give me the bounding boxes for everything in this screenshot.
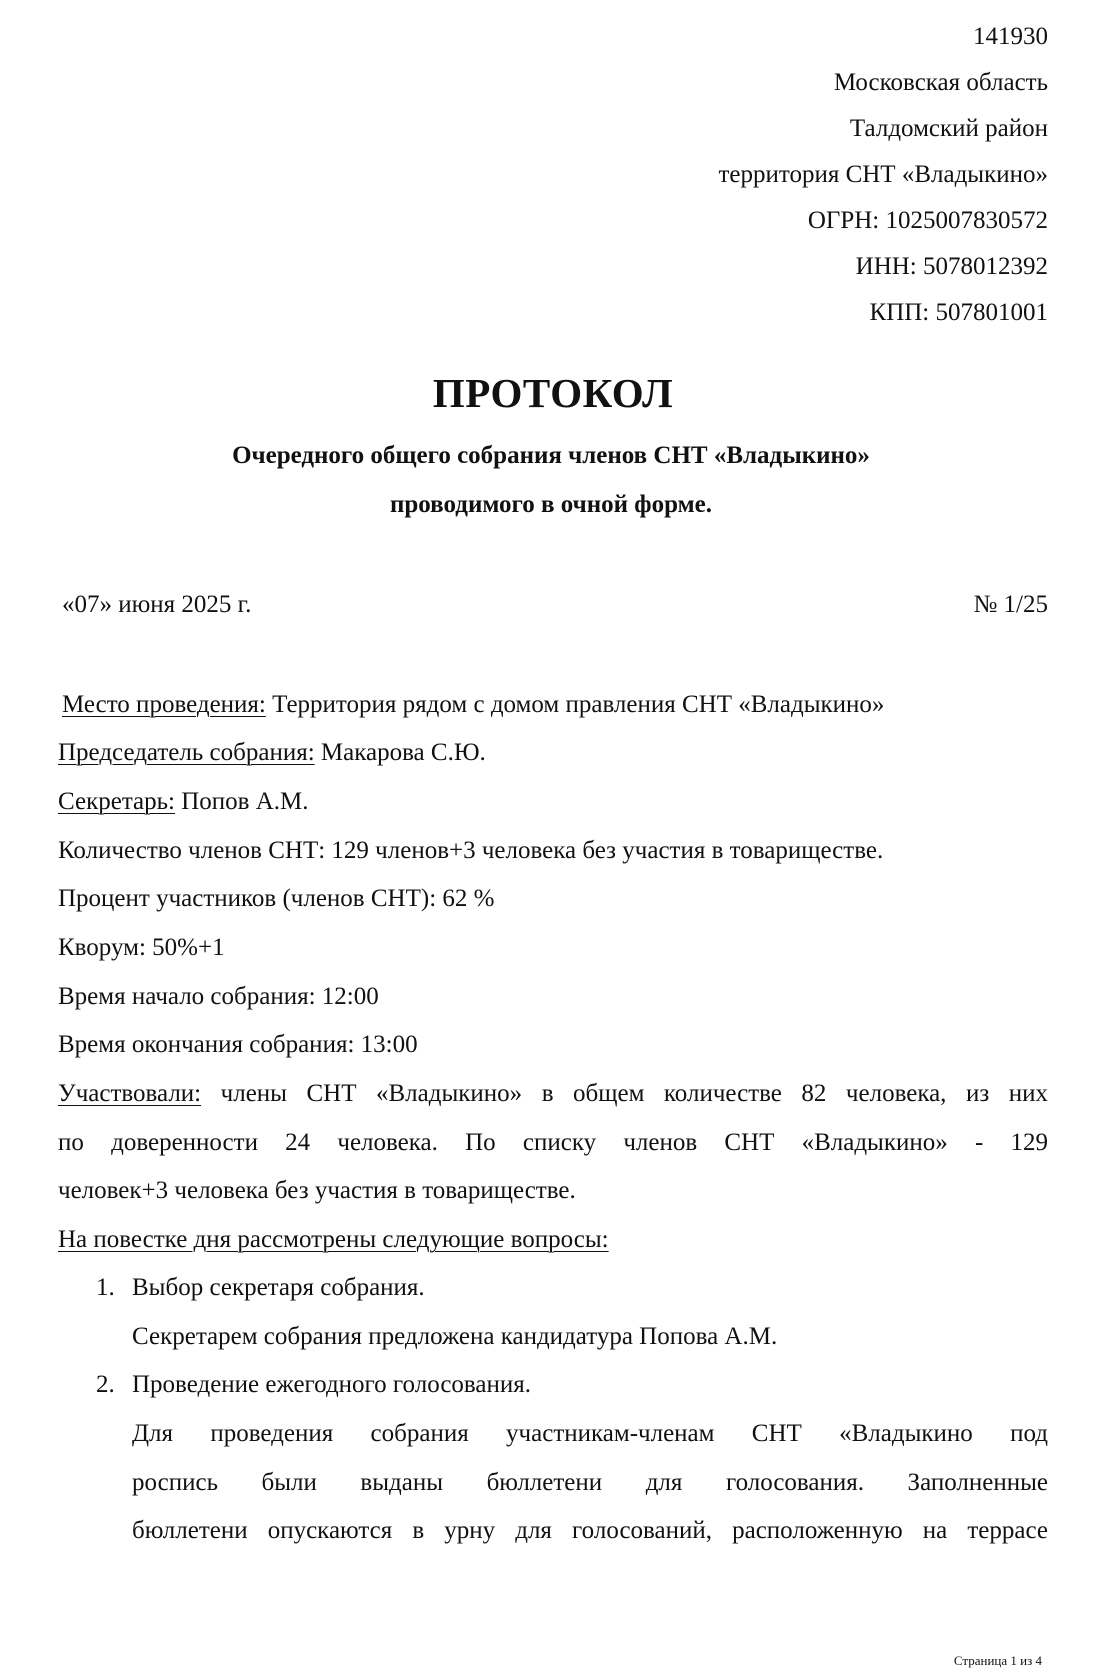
- chair-value: Макарова С.Ю.: [314, 739, 486, 766]
- chair-label: Председатель собрания:: [58, 739, 315, 766]
- agenda-item-2-text-line3: бюллетени опускаются в урну для голосований, расположенную на террасе: [132, 1517, 1048, 1544]
- agenda-label: На повестке дня рассмотрены следующие вопросы:: [58, 1226, 609, 1253]
- participated-line1: [58, 1078, 1048, 1110]
- postal-code: 141930: [973, 23, 1048, 50]
- chair-line: [58, 737, 486, 769]
- place-line: [62, 689, 884, 721]
- secretary-line: [58, 786, 309, 818]
- agenda-item-1-text: Секретарем собрания предложена кандидатура Попова А.М.: [132, 1323, 778, 1350]
- agenda-item-2-number: 2.: [96, 1371, 115, 1398]
- agenda-item-2-text-line2: роспись были выданы бюллетени для голосования. Заполненные: [132, 1469, 1048, 1496]
- participated-line2: по доверенности 24 человека. По списку членов СНТ «Владыкино» - 129: [58, 1129, 1048, 1156]
- page-counter: Страница 1 из 4: [953, 1653, 1042, 1668]
- participated-label: Участвовали:: [58, 1080, 202, 1107]
- agenda-heading: [58, 1224, 609, 1256]
- inn: ИНН: 5078012392: [855, 253, 1048, 280]
- document-subtitle-line1: Очередного общего собрания членов СНТ «Владыкино»: [232, 442, 870, 469]
- agenda-item-2-text-line1: Для проведения собрания участникам-членам СНТ «Владыкино под: [132, 1420, 1048, 1447]
- secretary-label: Секретарь:: [58, 788, 175, 815]
- agenda-item-1-number: 1.: [96, 1274, 115, 1301]
- agenda-item-1-title: Выбор секретаря собрания.: [132, 1274, 425, 1301]
- participated-line3: человек+3 человека без участия в товариществе.: [58, 1177, 576, 1204]
- place-value: Территория рядом с домом правления СНТ «Владыкино»: [265, 691, 885, 718]
- document-title: ПРОТОКОЛ: [432, 370, 674, 416]
- participants-percent: Процент участников (членов СНТ): 62 %: [58, 885, 495, 912]
- start-time: Время начало собрания: 12:00: [58, 983, 379, 1010]
- territory: территория СНТ «Владыкино»: [718, 161, 1048, 188]
- protocol-number: № 1/25: [973, 591, 1048, 618]
- document-subtitle-line2: проводимого в очной форме.: [390, 491, 712, 518]
- quorum: Кворум: 50%+1: [58, 934, 225, 961]
- date-number-line: [62, 589, 1048, 621]
- ogrn: ОГРН: 1025007830572: [807, 207, 1048, 234]
- kpp: КПП: 507801001: [869, 299, 1048, 326]
- secretary-value: Попов А.М.: [175, 788, 309, 815]
- district: Талдомский район: [849, 115, 1048, 142]
- place-label: Место проведения:: [62, 691, 266, 718]
- agenda-item-2-title: Проведение ежегодного голосования.: [132, 1371, 531, 1398]
- participated-text-1: члены СНТ «Владыкино» в общем количестве 82 человека, из них: [201, 1080, 1048, 1107]
- region: Московская область: [833, 69, 1048, 96]
- members-count: Количество членов СНТ: 129 членов+3 человека без участия в товариществе.: [58, 837, 884, 864]
- end-time: Время окончания собрания: 13:00: [58, 1031, 418, 1058]
- protocol-date: «07» июня 2025 г.: [62, 591, 252, 618]
